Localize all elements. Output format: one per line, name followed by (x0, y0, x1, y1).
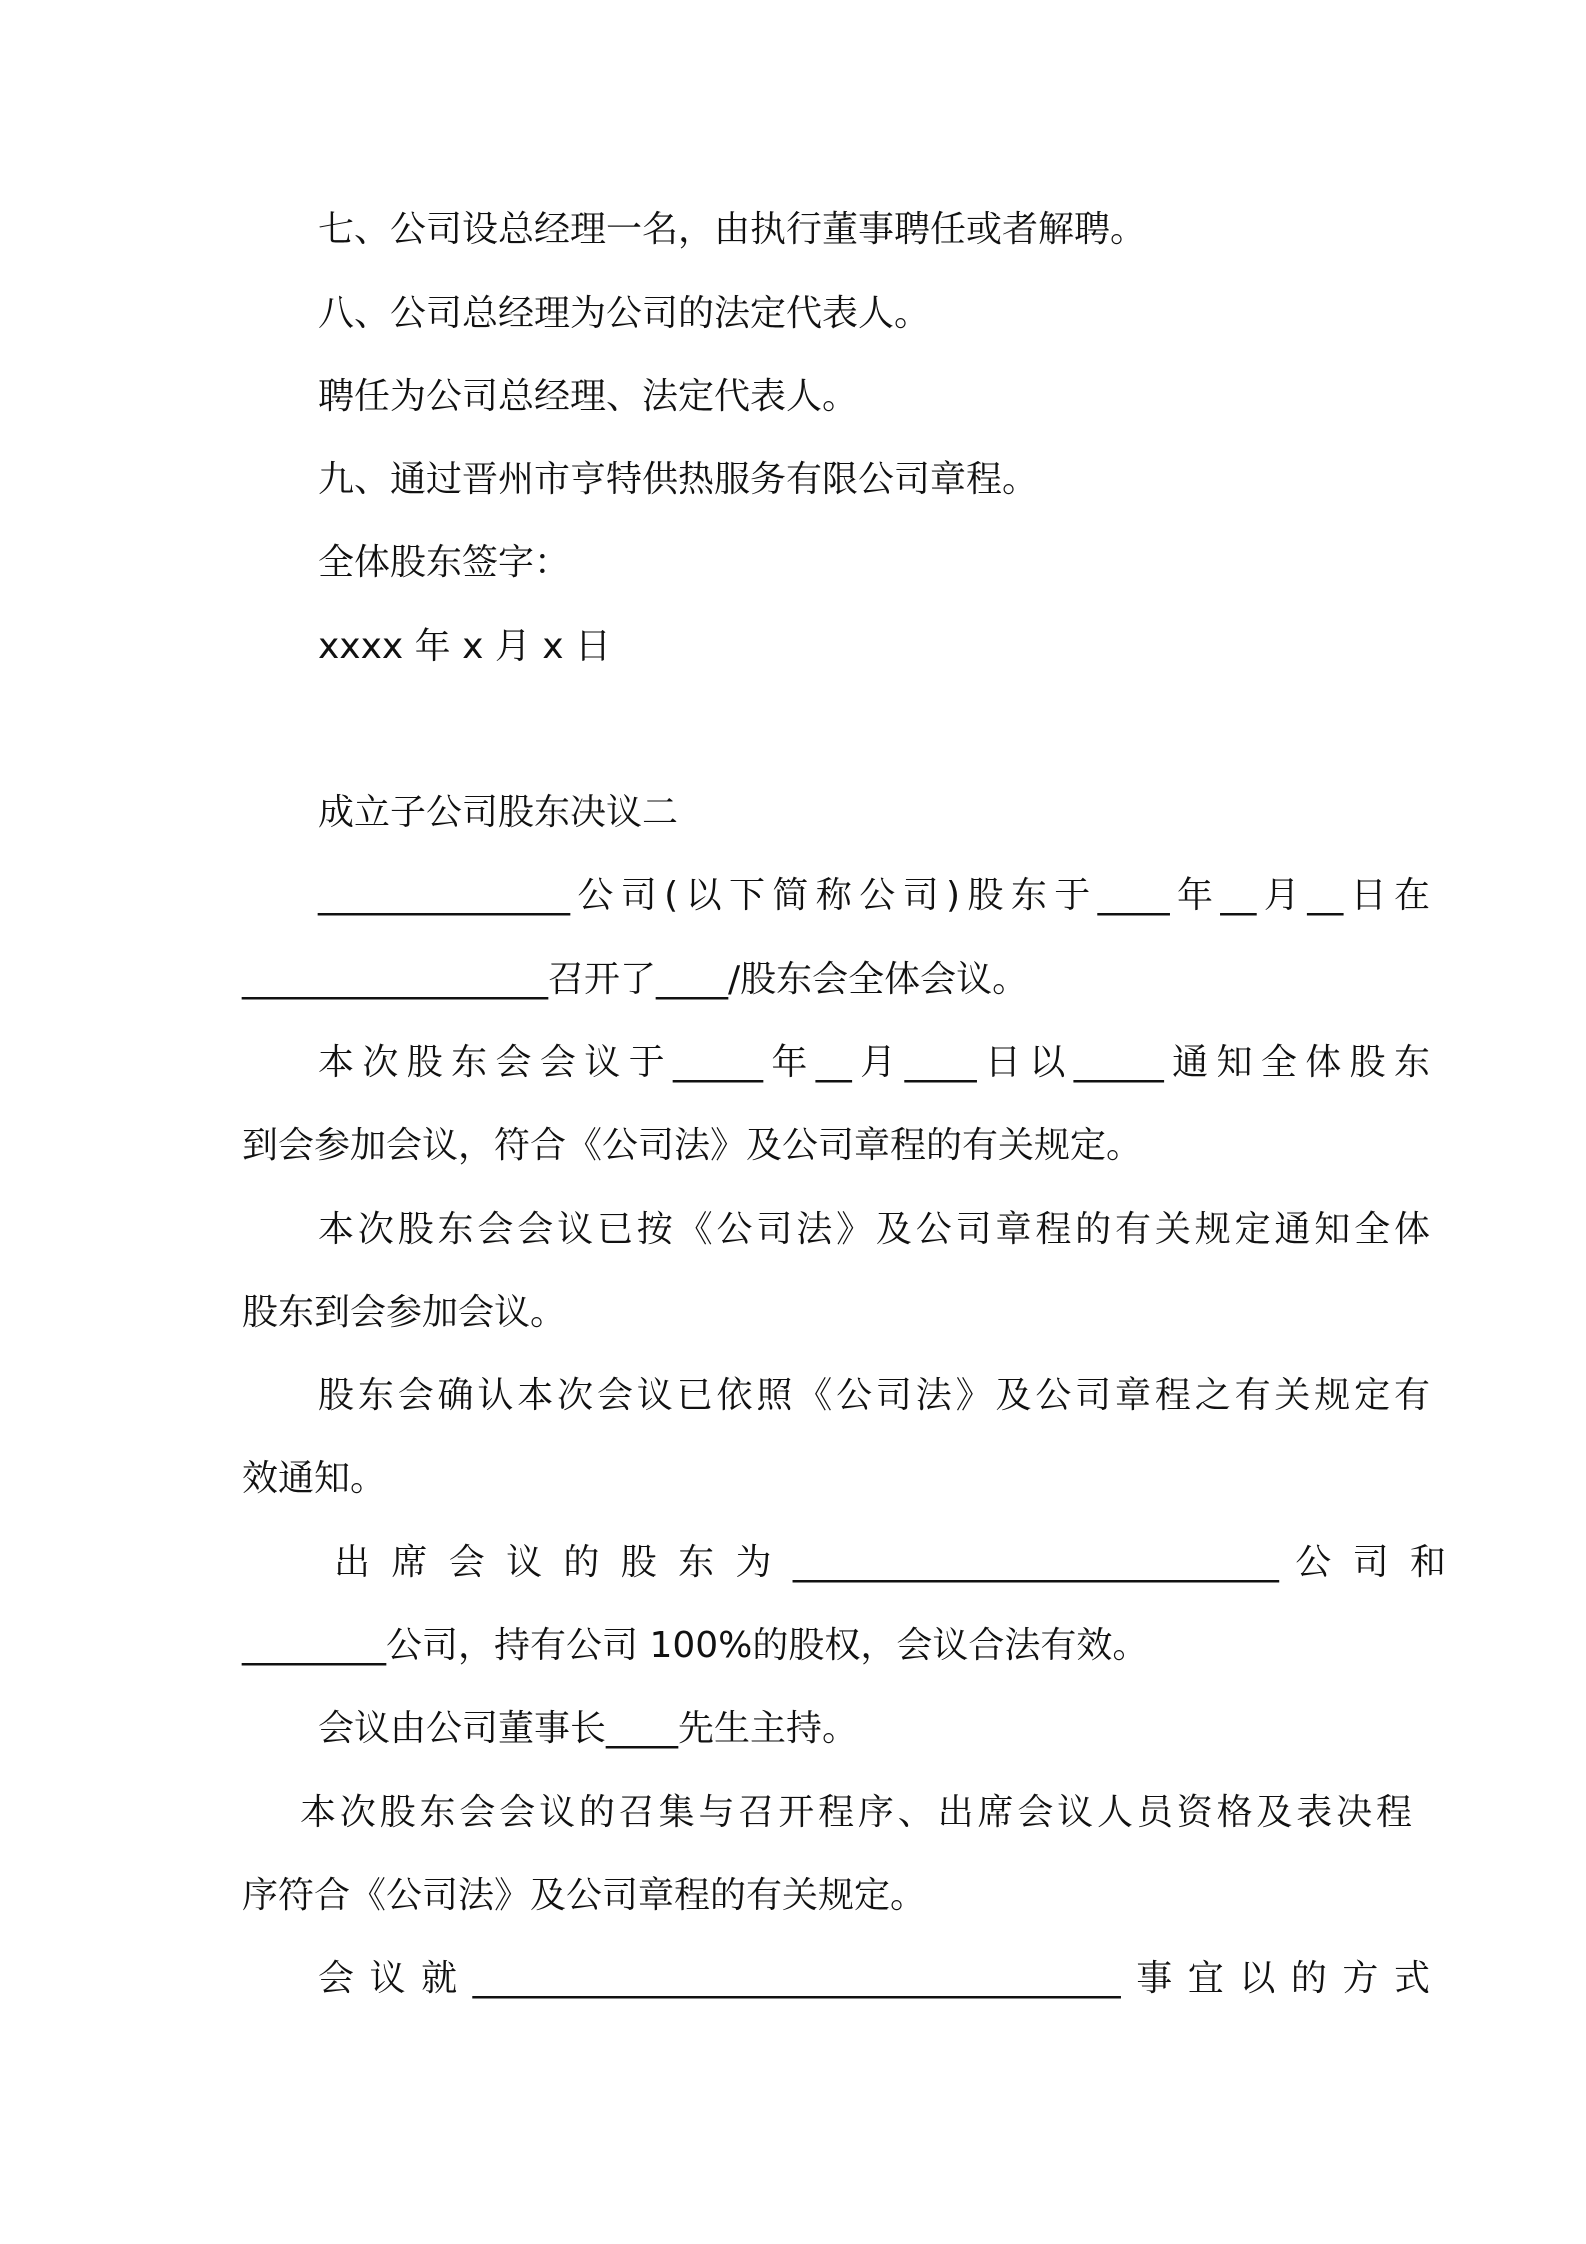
resolution-line: 本次股东会会议于_____年__月____日以_____通知全体股东 (318, 1042, 1430, 1083)
attendees-line: 出 席 会 议 的 股 东 为 ___________________________ 公 司 和 (334, 1542, 1446, 1583)
matter-line: 会议就____________________________________事宜以的方式 (318, 1958, 1430, 1999)
clause-9: 九、通过晋州市亨特供热服务有限公司章程。 (318, 459, 1039, 500)
resolution-line: 股东会确认本次会议已依照《公司法》及公司章程之有关规定有 (318, 1375, 1430, 1416)
signature-date: xxxx 年 x 月 x 日 (318, 626, 612, 667)
appointment-line: 聘任为公司总经理、法定代表人。 (318, 376, 859, 417)
section-title: 成立子公司股东决议二 (318, 792, 679, 833)
procedure-line: 序符合《公司法》及公司章程的有关规定。 (242, 1875, 927, 1916)
procedure-line: 本次股东会会议的召集与召开程序、出席会议人员资格及表决程 (300, 1792, 1412, 1833)
resolution-line: 股东到会参加会议。 (242, 1292, 567, 1333)
clause-7: 七、公司设总经理一名，由执行董事聘任或者解聘。 (318, 209, 1147, 250)
clause-8: 八、公司总经理为公司的法定代表人。 (318, 293, 931, 334)
resolution-line: 本次股东会会议已按《公司法》及公司章程的有关规定通知全体 (318, 1209, 1430, 1250)
resolution-line: 效通知。 (242, 1458, 387, 1499)
attendees-line: ________公司，持有公司 100%的股权，会议合法有效。 (242, 1625, 1149, 1666)
resolution-line: ______________公司(以下简称公司)股东于____年__月__日在 (318, 875, 1430, 916)
resolution-line: 到会参加会议，符合《公司法》及公司章程的有关规定。 (242, 1125, 1143, 1166)
chairman-line: 会议由公司董事长____先生主持。 (318, 1708, 859, 1749)
shareholder-signature-label: 全体股东签字： (318, 542, 571, 583)
resolution-line: _________________召开了____/股东会全体会议。 (242, 959, 1029, 1000)
